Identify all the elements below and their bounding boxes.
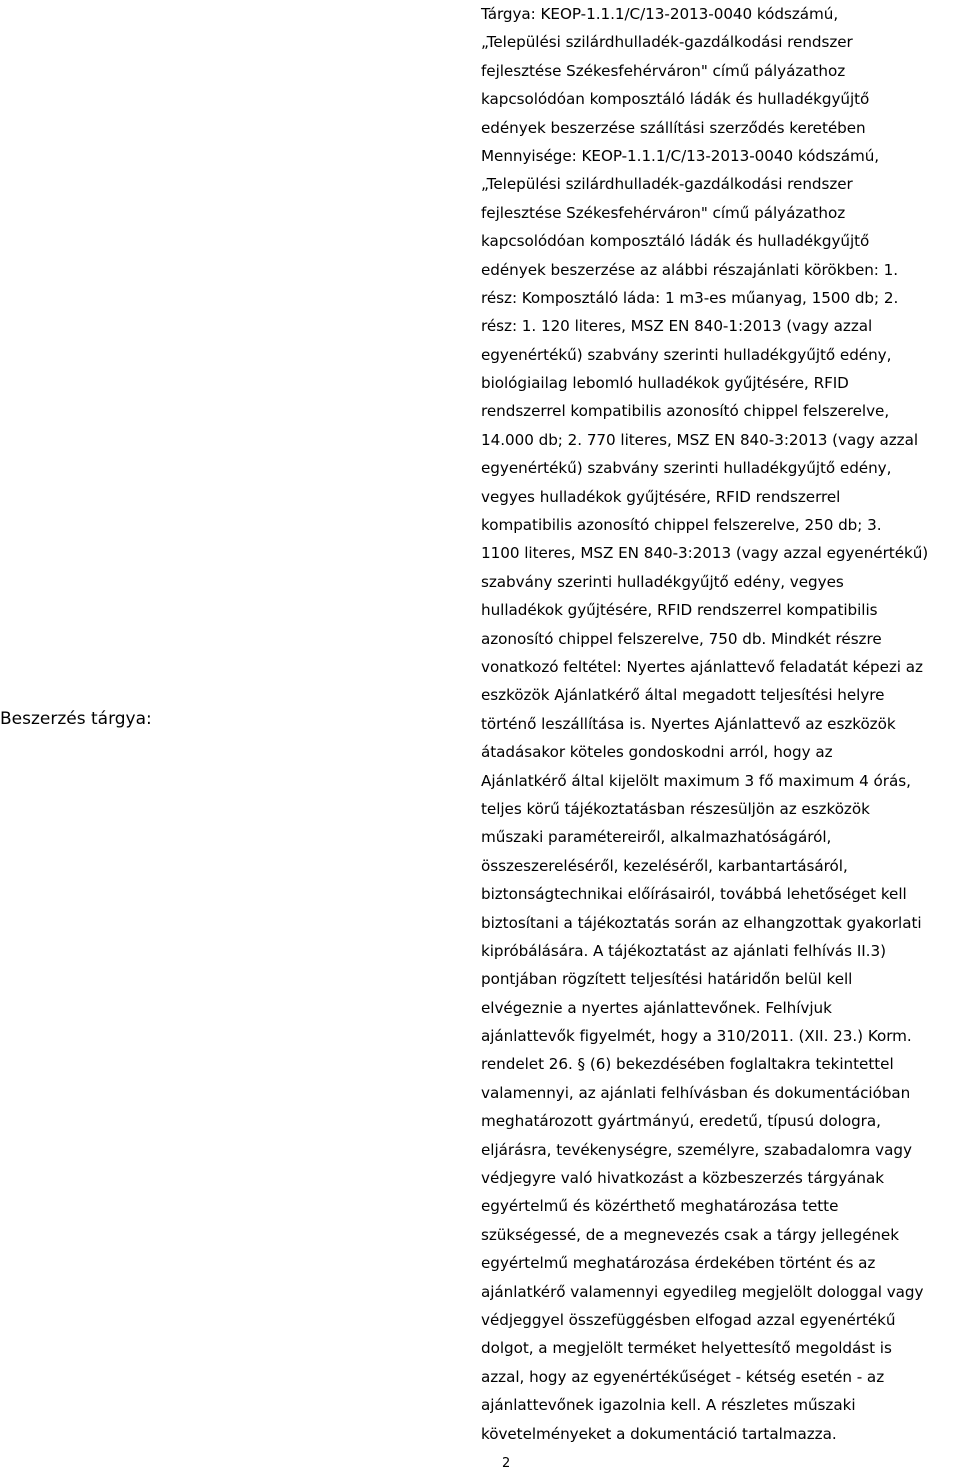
content-line: rendszerrel kompatibilis azonosító chippel felszerelve, [481,402,890,421]
content-line: biztosítani a tájékoztatás során az elhangzottak gyakorlati [481,913,922,932]
content-line: kompatibilis azonosító chippel felszerelve, 250 db; 3. [481,516,882,535]
content-line: pontjában rögzített teljesítési határidőn belül kell [481,970,853,989]
content-line: Tárgya: KEOP-1.1.1/C/13-2013-0040 kódszámú, [481,5,839,23]
content-line: egyértelmű és közérthető meghatározása tette [481,1197,839,1216]
content-line: rész: Komposztáló láda: 1 m3-es műanyag, 1500 db; 2. [481,288,899,307]
content-line: szükségessé, de a megnevezés csak a tárgy jellegének [481,1225,899,1244]
content-line: 1100 literes, MSZ EN 840-3:2013 (vagy azzal egyenértékű) [481,544,929,563]
content-line: eszközök Ajánlatkérő által megadott teljesítési helyre [481,686,885,705]
content-line: kipróbálására. A tájékoztatást az ajánlati felhívás II.3) [481,941,886,960]
content-line: szabvány szerinti hulladékgyűjtő edény, vegyes [481,572,844,591]
content-line: biológiailag lebomló hulladékok gyűjtésére, RFID [481,374,849,393]
field-content [481,0,959,1448]
content-line: edények beszerzése szállítási szerződés keretében [481,118,866,137]
content-line: hulladékok gyűjtésére, RFID rendszerrel kompatibilis [481,601,878,620]
content-line: „Települési szilárdhulladék-gazdálkodási rendszer [481,175,853,194]
content-line: fejlesztése Székesfehérváron" című pályázathoz [481,61,846,80]
content-line: azzal, hogy az egyenértékűséget - kétség esetén - az [481,1367,885,1386]
content-line: kapcsolódóan komposztáló ládák és hulladékgyűjtő [481,90,870,109]
content-line: 14.000 db; 2. 770 literes, MSZ EN 840-3:2013 (vagy azzal [481,430,919,449]
content-line: összeszereléséről, kezeléséről, karbantartásáról, [481,856,848,875]
content-line: Ajánlatkérő által kijelölt maximum 3 fő maximum 4 órás, [481,771,911,790]
content-line: teljes körű tájékoztatásban részesüljön az eszközök [481,799,870,818]
content-line: egyértelmű meghatározása érdekében történt és az [481,1254,876,1273]
content-line: egyenértékű) szabvány szerinti hulladékgyűjtő edény, [481,459,892,478]
content-line: átadásakor köteles gondoskodni arról, hogy az [481,743,833,762]
field-label: Beszerzés tárgya: [0,709,152,729]
content-line: biztonságtechnikai előírásairól, továbbá lehetőséget kell [481,885,907,904]
content-line: rész: 1. 120 literes, MSZ EN 840-1:2013 (vagy azzal [481,317,873,336]
content-line: kapcsolódóan komposztáló ládák és hulladékgyűjtő [481,232,870,251]
content-line: azonosító chippel felszerelve, 750 db. Mindkét részre [481,629,882,648]
content-line: történő leszállítása is. Nyertes Ajánlattevő az eszközök [481,714,896,733]
content-line: védjeggyel összefüggésben elfogad azzal egyenértékű [481,1310,896,1329]
content-line: eljárásra, tevékenységre, személyre, szabadalomra vagy [481,1140,912,1159]
content-line: ajánlattevők figyelmét, hogy a 310/2011. (XII. 23.) Korm. [481,1027,912,1046]
content-line: elvégeznie a nyertes ajánlattevőnek. Felhívjuk [481,998,832,1017]
content-line: vonatkozó feltétel: Nyertes ajánlattevő feladatát képezi az [481,657,923,676]
content-line: ajánlattevőnek igazolnia kell. A részletes műszaki [481,1396,856,1415]
content-line: edények beszerzése az alábbi részajánlati körökben: 1. [481,260,899,279]
content-line: védjegyre való hivatkozást a közbeszerzés tárgyának [481,1169,885,1188]
content-line: rendelet 26. § (6) bekezdésében foglaltakra tekintettel [481,1055,894,1074]
content-line: ajánlatkérő valamennyi egyedileg megjelölt dologgal vagy [481,1282,924,1301]
content-line: dolgot, a megjelölt terméket helyettesítő megoldást is [481,1339,892,1358]
content-line: követelményeket a dokumentáció tartalmazza. [481,1424,837,1443]
content-line: meghatározott gyártmányú, eredetű, típusú dologra, [481,1112,881,1131]
content-line: valamennyi, az ajánlati felhívásban és dokumentációban [481,1083,911,1102]
content-line: fejlesztése Székesfehérváron" című pályázathoz [481,203,846,222]
content-line: Mennyisége: KEOP-1.1.1/C/13-2013-0040 kódszámú, [481,146,880,165]
content-line: műszaki paramétereiről, alkalmazhatóságáról, [481,828,832,847]
content-line: egyenértékű) szabvány szerinti hulladékgyűjtő edény, [481,345,892,364]
content-line: vegyes hulladékok gyűjtésére, RFID rendszerrel [481,487,841,506]
page-number: 2 [502,1456,511,1471]
content-line: „Települési szilárdhulladék-gazdálkodási rendszer [481,33,853,52]
